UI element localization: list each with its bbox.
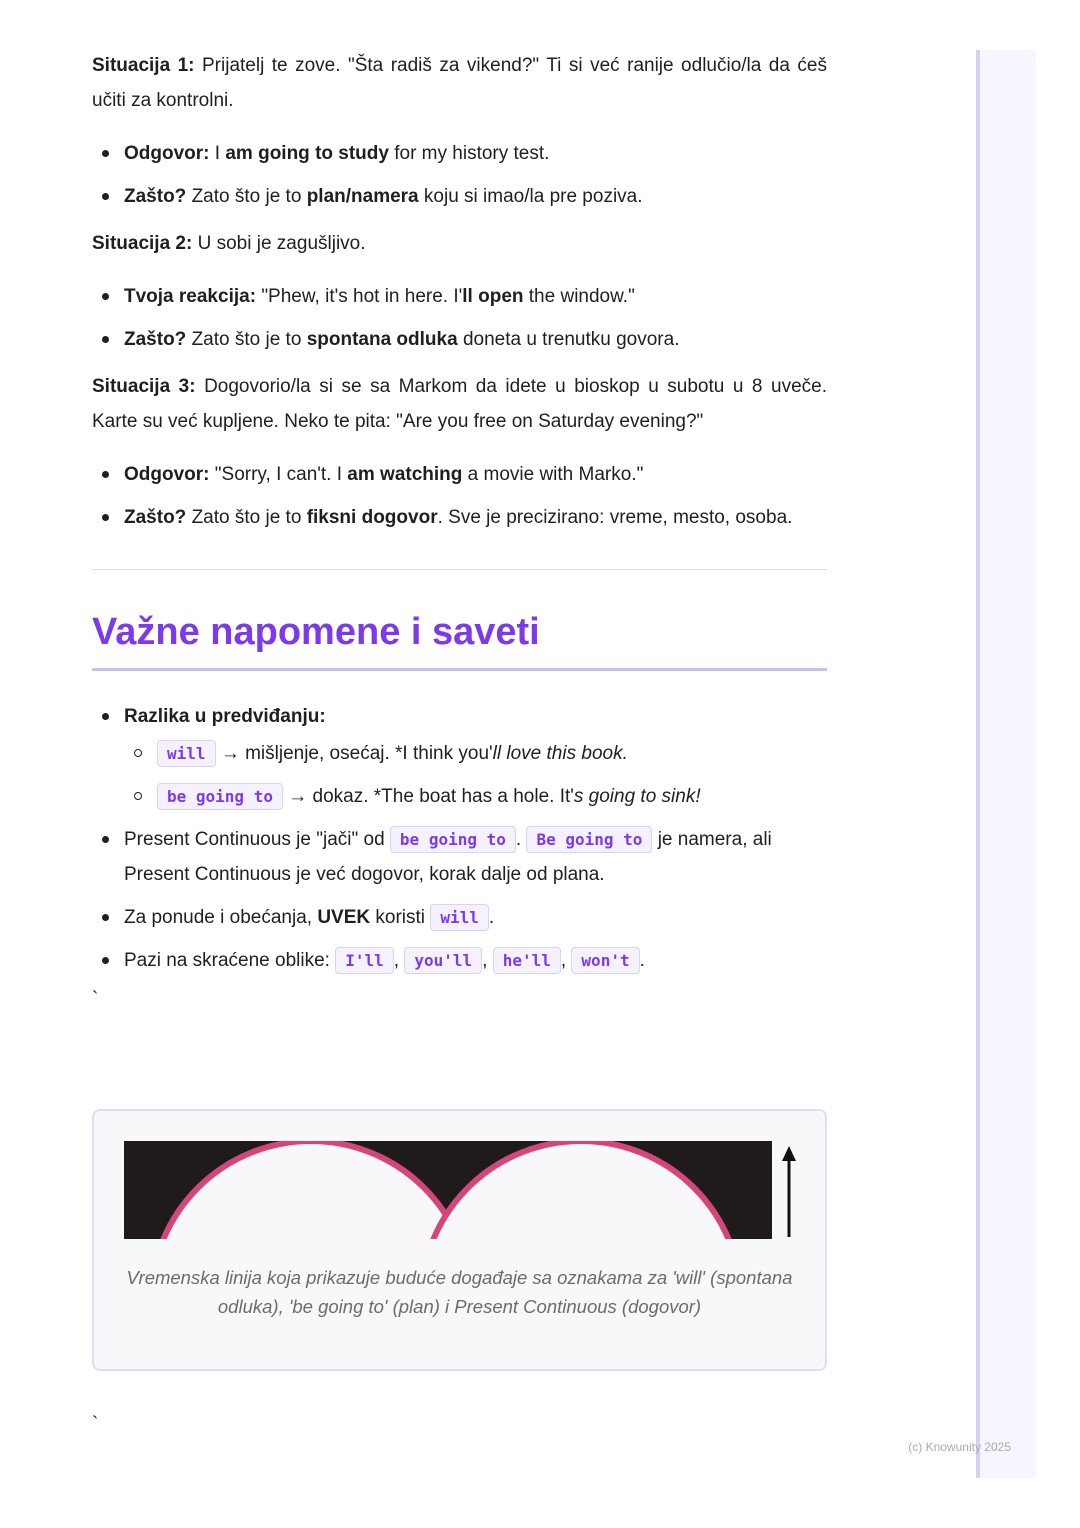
situation-3-text: Dogovorio/la si se sa Markom da idete u bioskop u subotu u 8 uveče. Karte su već kupljene. Neko te pita: "Are you free on Saturday evening?" [92, 376, 827, 432]
timeline-figure [92, 1109, 827, 1371]
list-item [92, 179, 827, 214]
bullet-bold: am watching [347, 464, 463, 485]
bullet-text: Zato što je to [191, 507, 302, 528]
bullet-text: Present Continuous je "jači" od [124, 829, 385, 850]
bullet-text: koristi [375, 907, 426, 928]
bullet-text: for my history test. [394, 143, 550, 164]
bullet-text: the window." [528, 286, 635, 307]
list-item [92, 900, 827, 935]
bullet-label: Zašto? [124, 186, 187, 207]
page-sidebar [976, 50, 1036, 1478]
sub-list [124, 736, 827, 814]
situation-3-list [92, 457, 827, 535]
bullet-text: . Sve je precizirano: vreme, mesto, osoba. [437, 507, 793, 528]
stray-backtick: ` [92, 1414, 99, 1435]
bullet-text: Zato što je to [191, 329, 302, 350]
situation-2-paragraph [92, 226, 827, 261]
list-item [92, 457, 827, 492]
list-item [92, 699, 827, 814]
sub-italic: s going to sink! [573, 786, 701, 807]
list-item [92, 279, 827, 314]
section-divider [92, 569, 827, 570]
bullet-text: koju si imao/la pre poziva. [423, 186, 643, 207]
bullet-bold: ll open [462, 286, 524, 307]
bullet-bold: spontana odluka [306, 329, 458, 350]
sub-list-item [124, 779, 827, 814]
code-will: will [430, 904, 489, 931]
code-contraction: won't [571, 947, 639, 974]
bullet-label: Tvoja reakcija: [124, 286, 257, 307]
stray-backtick: ` [92, 989, 99, 1010]
punctuation: . [515, 829, 522, 850]
situation-1-list [92, 136, 827, 214]
bullet-bold: UVEK [317, 907, 371, 928]
timeline-image [124, 1141, 804, 1251]
punctuation: , [393, 950, 400, 971]
sub-text: → mišljenje, osećaj. *I think you' [220, 743, 493, 764]
figure-caption: Vremenska linija koja prikazuje buduće događaje sa oznakama za 'will' (spontana odluka), 'be going to' (plan) i Present Continuous (dogovor) [126, 1267, 793, 1317]
bullet-text: "Sorry, I can't. I [214, 464, 343, 485]
situation-1-paragraph [92, 48, 827, 118]
code-be-going-to: be going to [157, 783, 283, 810]
list-item [92, 500, 827, 535]
bullet-text: Zato što je to [191, 186, 302, 207]
situation-1-text: Prijatelj te zove. "Šta radiš za vikend?" Ti si već ranije odlučio/la da ćeš učiti za kontrolni. [92, 55, 827, 111]
bullet-label: Zašto? [124, 507, 187, 528]
code-will: will [157, 740, 216, 767]
list-item [92, 322, 827, 357]
bullet-label: Zašto? [124, 329, 187, 350]
situation-3-paragraph [92, 369, 827, 439]
situation-2-text: U sobi je zagušljivo. [197, 233, 366, 254]
code-be-going-to: be going to [390, 826, 516, 853]
punctuation: . [488, 907, 495, 928]
punctuation: , [482, 950, 488, 971]
bullet-text: I [214, 143, 221, 164]
bullet-text: doneta u trenutku govora. [462, 329, 680, 350]
bullet-text: a movie with Marko." [467, 464, 644, 485]
tips-list [92, 699, 827, 978]
situation-2-list [92, 279, 827, 357]
bullet-bold: fiksni dogovor [306, 507, 438, 528]
bullet-text: je namera, ali Present Continuous je već dogovor, korak dalje od plana. [124, 829, 772, 885]
copyright-footer: (c) Knowunity 2025 [908, 1440, 1011, 1454]
bullet-bold: plan/namera [306, 186, 419, 207]
section-title: Važne napomene i saveti [92, 608, 827, 671]
bullet-text: "Phew, it's hot in here. I' [261, 286, 463, 307]
bullet-text: Za ponude i obećanja, [124, 907, 313, 928]
list-item [92, 822, 827, 892]
document-content [92, 48, 827, 1020]
list-item [92, 136, 827, 171]
situation-3-label: Situacija 3: [92, 376, 196, 397]
list-item [92, 943, 827, 978]
situation-1-label: Situacija 1: [92, 55, 195, 76]
code-contraction: he'll [493, 947, 561, 974]
code-contraction: I'll [335, 947, 394, 974]
punctuation: , [560, 950, 567, 971]
bullet-bold: am going to study [225, 143, 389, 164]
sub-list-item [124, 736, 827, 771]
bullet-text: Pazi na skraćene oblike: [124, 950, 330, 971]
code-contraction: you'll [404, 947, 482, 974]
punctuation: . [639, 950, 645, 971]
code-be-going-to-capital: Be going to [526, 826, 652, 853]
bullet-label: Odgovor: [124, 143, 210, 164]
sub-italic: ll love this book. [492, 743, 628, 764]
situation-2-label: Situacija 2: [92, 233, 193, 254]
bullet-label: Razlika u predviđanju: [124, 706, 326, 727]
arrow-up-icon [782, 1146, 796, 1237]
sub-text: → dokaz. *The boat has a hole. It' [288, 786, 574, 807]
bullet-label: Odgovor: [124, 464, 210, 485]
